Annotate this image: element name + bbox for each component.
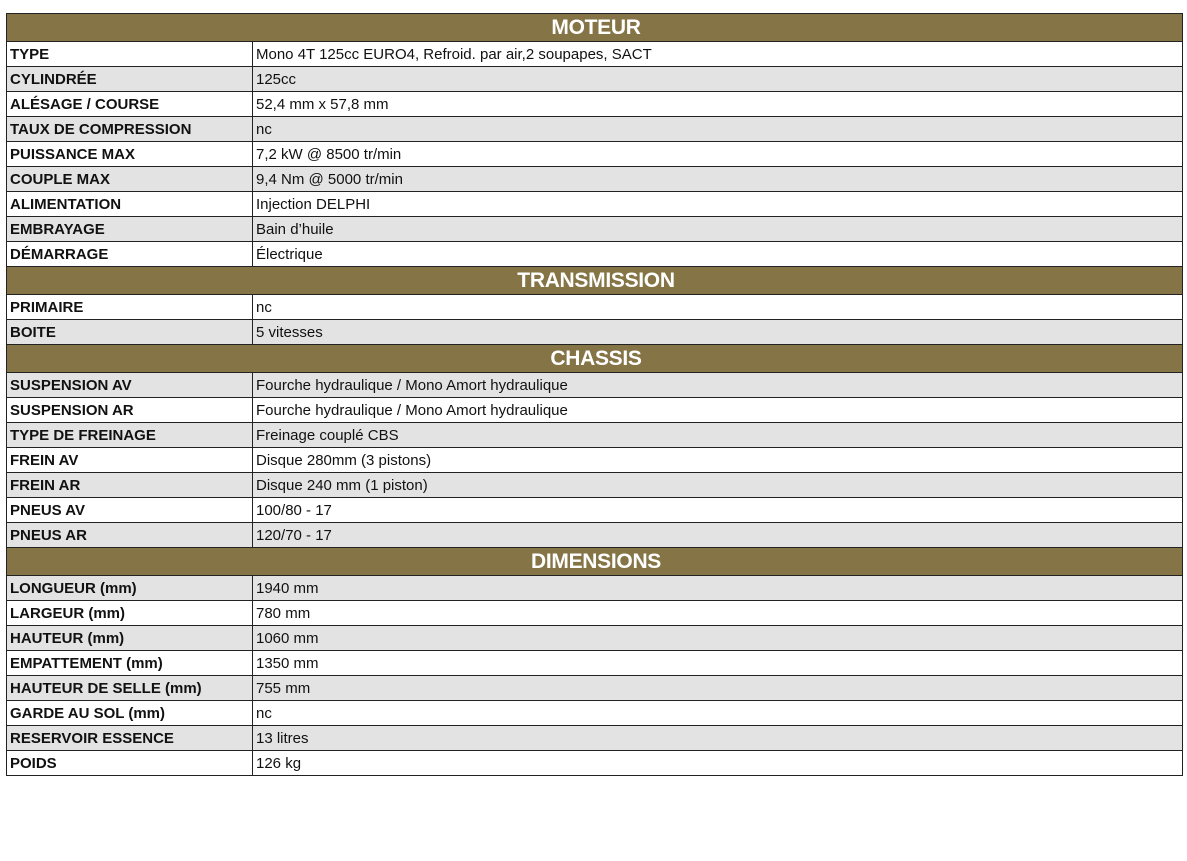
spec-label: BOITE: [7, 320, 253, 345]
spec-row: [7, 651, 1183, 676]
spec-value: 13 litres: [253, 726, 1183, 751]
spec-label: POIDS: [7, 751, 253, 776]
spec-value: 9,4 Nm @ 5000 tr/min: [253, 167, 1183, 192]
spec-row: [7, 373, 1183, 398]
spec-label: GARDE AU SOL (mm): [7, 701, 253, 726]
spec-row: [7, 92, 1183, 117]
spec-label: EMBRAYAGE: [7, 217, 253, 242]
spec-label: TAUX DE COMPRESSION: [7, 117, 253, 142]
spec-row: [7, 626, 1183, 651]
section-title: DIMENSIONS: [7, 548, 1183, 576]
spec-value: Fourche hydraulique / Mono Amort hydraulique: [253, 373, 1183, 398]
spec-label: TYPE: [7, 42, 253, 67]
spec-value: 125cc: [253, 67, 1183, 92]
spec-label: DÉMARRAGE: [7, 242, 253, 267]
spec-value: 780 mm: [253, 601, 1183, 626]
section-title: CHASSIS: [7, 345, 1183, 373]
spec-label: SUSPENSION AV: [7, 373, 253, 398]
spec-row: [7, 726, 1183, 751]
section-header-transmission: [7, 267, 1183, 295]
spec-label: EMPATTEMENT (mm): [7, 651, 253, 676]
section-title: MOTEUR: [7, 14, 1183, 42]
spec-label: FREIN AR: [7, 473, 253, 498]
spec-table-body: [7, 14, 1183, 776]
spec-label: ALIMENTATION: [7, 192, 253, 217]
spec-row: [7, 142, 1183, 167]
spec-row: [7, 523, 1183, 548]
section-header-dimensions: [7, 548, 1183, 576]
spec-row: [7, 167, 1183, 192]
spec-value: 126 kg: [253, 751, 1183, 776]
spec-label: RESERVOIR ESSENCE: [7, 726, 253, 751]
spec-row: [7, 42, 1183, 67]
spec-row: [7, 217, 1183, 242]
spec-row: [7, 117, 1183, 142]
spec-row: [7, 576, 1183, 601]
spec-row: [7, 192, 1183, 217]
spec-value: Freinage couplé CBS: [253, 423, 1183, 448]
spec-table: [6, 13, 1183, 776]
spec-row: [7, 67, 1183, 92]
spec-value: nc: [253, 295, 1183, 320]
spec-row: [7, 242, 1183, 267]
spec-value: nc: [253, 117, 1183, 142]
spec-value: Injection DELPHI: [253, 192, 1183, 217]
spec-label: CYLINDRÉE: [7, 67, 253, 92]
spec-value: 52,4 mm x 57,8 mm: [253, 92, 1183, 117]
spec-value: 1940 mm: [253, 576, 1183, 601]
spec-value: 120/70 - 17: [253, 523, 1183, 548]
spec-value: Bain d’huile: [253, 217, 1183, 242]
spec-label: LARGEUR (mm): [7, 601, 253, 626]
section-title: TRANSMISSION: [7, 267, 1183, 295]
spec-row: [7, 601, 1183, 626]
spec-value: nc: [253, 701, 1183, 726]
spec-value: Fourche hydraulique / Mono Amort hydraulique: [253, 398, 1183, 423]
spec-value: Disque 280mm (3 pistons): [253, 448, 1183, 473]
spec-value: 7,2 kW @ 8500 tr/min: [253, 142, 1183, 167]
spec-value: 755 mm: [253, 676, 1183, 701]
spec-label: FREIN AV: [7, 448, 253, 473]
spec-label: PNEUS AV: [7, 498, 253, 523]
spec-row: [7, 676, 1183, 701]
spec-label: SUSPENSION AR: [7, 398, 253, 423]
spec-row: [7, 498, 1183, 523]
spec-row: [7, 295, 1183, 320]
spec-row: [7, 320, 1183, 345]
spec-label: HAUTEUR (mm): [7, 626, 253, 651]
spec-label: TYPE DE FREINAGE: [7, 423, 253, 448]
spec-label: ALÉSAGE / COURSE: [7, 92, 253, 117]
spec-row: [7, 473, 1183, 498]
spec-label: PUISSANCE MAX: [7, 142, 253, 167]
spec-label: LONGUEUR (mm): [7, 576, 253, 601]
spec-value: Disque 240 mm (1 piston): [253, 473, 1183, 498]
spec-value: Électrique: [253, 242, 1183, 267]
section-header-chassis: [7, 345, 1183, 373]
spec-label: COUPLE MAX: [7, 167, 253, 192]
spec-value: Mono 4T 125cc EURO4, Refroid. par air,2 soupapes, SACT: [253, 42, 1183, 67]
spec-value: 1350 mm: [253, 651, 1183, 676]
spec-value: 5 vitesses: [253, 320, 1183, 345]
spec-row: [7, 701, 1183, 726]
spec-value: 1060 mm: [253, 626, 1183, 651]
spec-row: [7, 751, 1183, 776]
spec-label: PRIMAIRE: [7, 295, 253, 320]
section-header-moteur: [7, 14, 1183, 42]
spec-label: PNEUS AR: [7, 523, 253, 548]
spec-value: 100/80 - 17: [253, 498, 1183, 523]
spec-row: [7, 398, 1183, 423]
spec-row: [7, 423, 1183, 448]
spec-label: HAUTEUR DE SELLE (mm): [7, 676, 253, 701]
spec-row: [7, 448, 1183, 473]
